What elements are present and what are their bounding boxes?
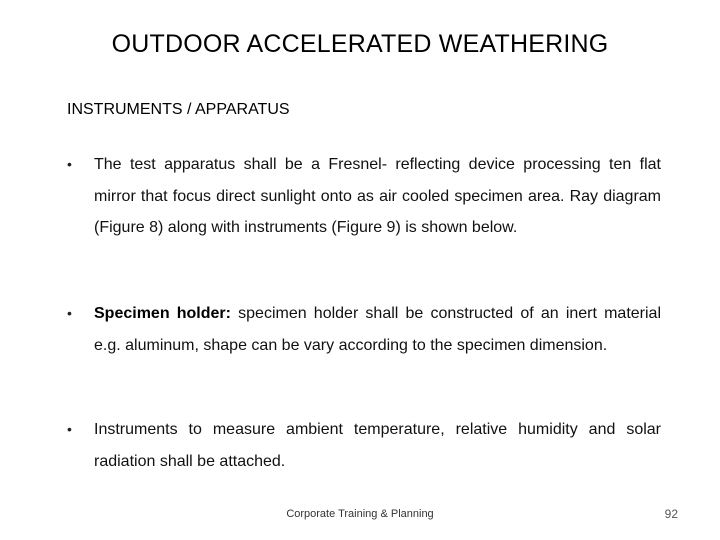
bullet-body: specimen holder shall be constructed of an inert material e.g. aluminum, shape can be vary according to the specimen dimension. [94,305,662,354]
bullet-text: The test apparatus shall be a Fresnel- reflecting device processing ten flat mirror that focus direct sunlight onto as air cooled specimen area. Ray diagram (Figure 8) along with instruments (Figure 9) is shown below. [94,156,661,236]
bullet-text [94,298,661,361]
bullet-lead: Specimen holder: [94,305,231,322]
bullet-icon: • [67,156,72,172]
bullet-icon: • [67,305,72,321]
bullet-icon: • [67,421,72,437]
bullet-text: Instruments to measure ambient temperature, relative humidity and solar radiation shall be attached. [94,421,661,470]
bullet-item-apparatus [67,149,661,244]
page-number: 92 [664,507,678,521]
bullet-item-instruments [67,414,661,477]
footer-text: Corporate Training & Planning [286,508,434,520]
bullet-item-specimen-holder [67,298,661,361]
section-heading: INSTRUMENTS / APPARATUS [67,101,290,118]
slide-title: OUTDOOR ACCELERATED WEATHERING [111,30,609,58]
